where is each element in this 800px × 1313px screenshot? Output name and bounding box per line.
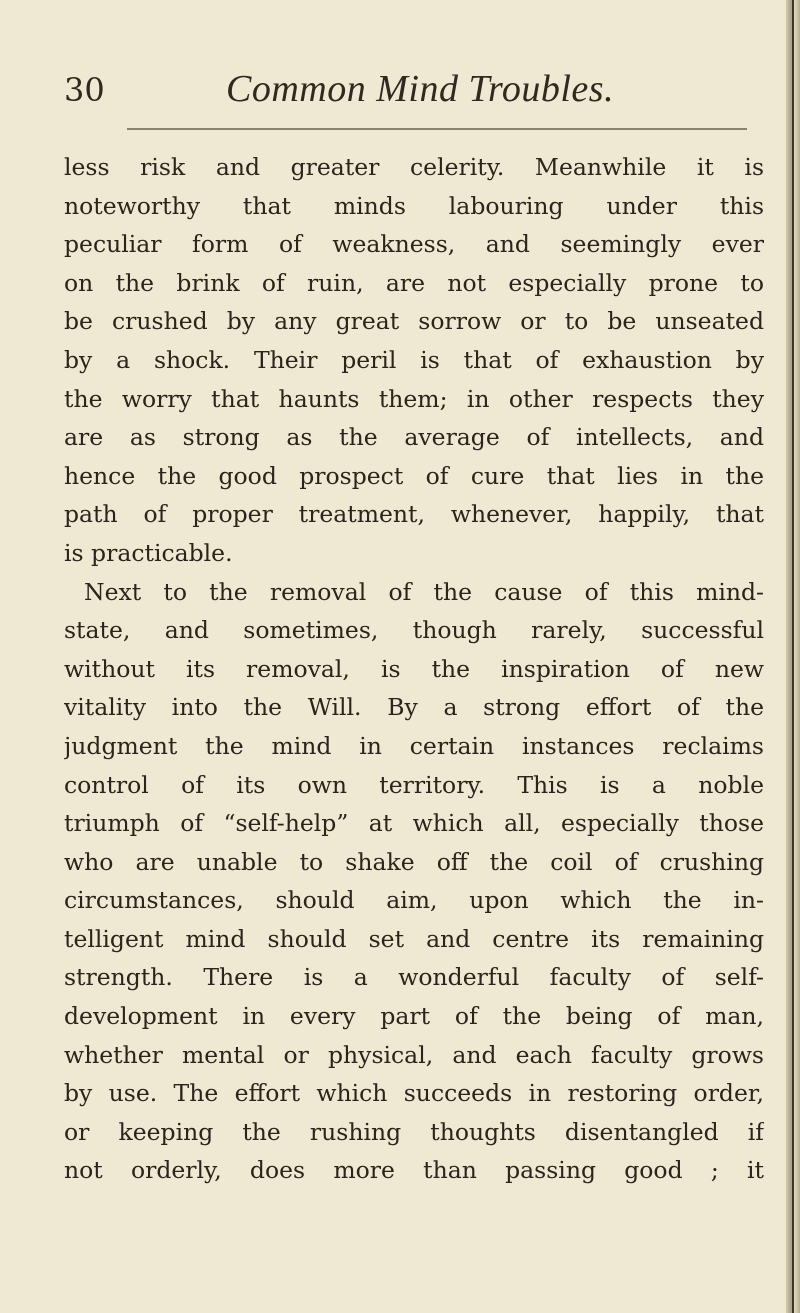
page-number: 30 [64,71,105,109]
text-line: state, and sometimes, though rarely, successful [64,616,764,645]
text-line: development in every part of the being of man, [64,1002,764,1031]
text-line: hence the good prospect of cure that lies in the [64,461,764,490]
text-line: vitality into the Will. By a strong effort of the [64,693,764,722]
text-line: control of its own territory. This is a noble [64,770,764,799]
text-line: whether mental or physical, and each faculty grows [64,1040,764,1069]
text-line: is practicable. [64,538,233,567]
text-line: be crushed by any great sorrow or to be unseated [64,307,764,336]
text-line: the worry that haunts them; in other respects they [64,384,764,413]
running-title: Common Mind Troubles. [226,68,615,110]
paragraph-start-line: Next to the removal of the cause of this mind- [84,577,764,606]
body-text [64,148,764,1190]
text-line: are as strong as the average of intellects, and [64,423,764,452]
text-line: by a shock. Their peril is that of exhaustion by [64,345,764,374]
text-line: telligent mind should set and centre its remaining [64,924,764,953]
text-line: without its removal, is the inspiration of new [64,654,764,683]
text-line: circumstances, should aim, upon which the in- [64,886,764,915]
text-line: peculiar form of weakness, and seemingly ever [64,230,764,259]
text-line: strength. There is a wonderful faculty of self- [64,963,764,992]
text-line: path of proper treatment, whenever, happily, that [64,500,764,529]
text-line: judgment the mind in certain instances reclaims [64,731,764,760]
text-line: triumph of “self-help” at which all, especially those [64,809,764,838]
text-line: less risk and greater celerity. Meanwhile it is [64,153,764,181]
text-line: who are unable to shake off the coil of crushing [64,847,764,876]
text-line: not orderly, does more than passing good ; it [64,1156,764,1185]
text-line: on the brink of ruin, are not especially prone to [64,268,764,297]
page-edge-shadow [792,0,794,1313]
text-line: by use. The effort which succeeds in restoring order, [64,1079,764,1108]
header-rule [127,128,747,130]
text-line: or keeping the rushing thoughts disentangled if [64,1117,764,1146]
text-line: noteworthy that minds labouring under this [64,191,764,220]
